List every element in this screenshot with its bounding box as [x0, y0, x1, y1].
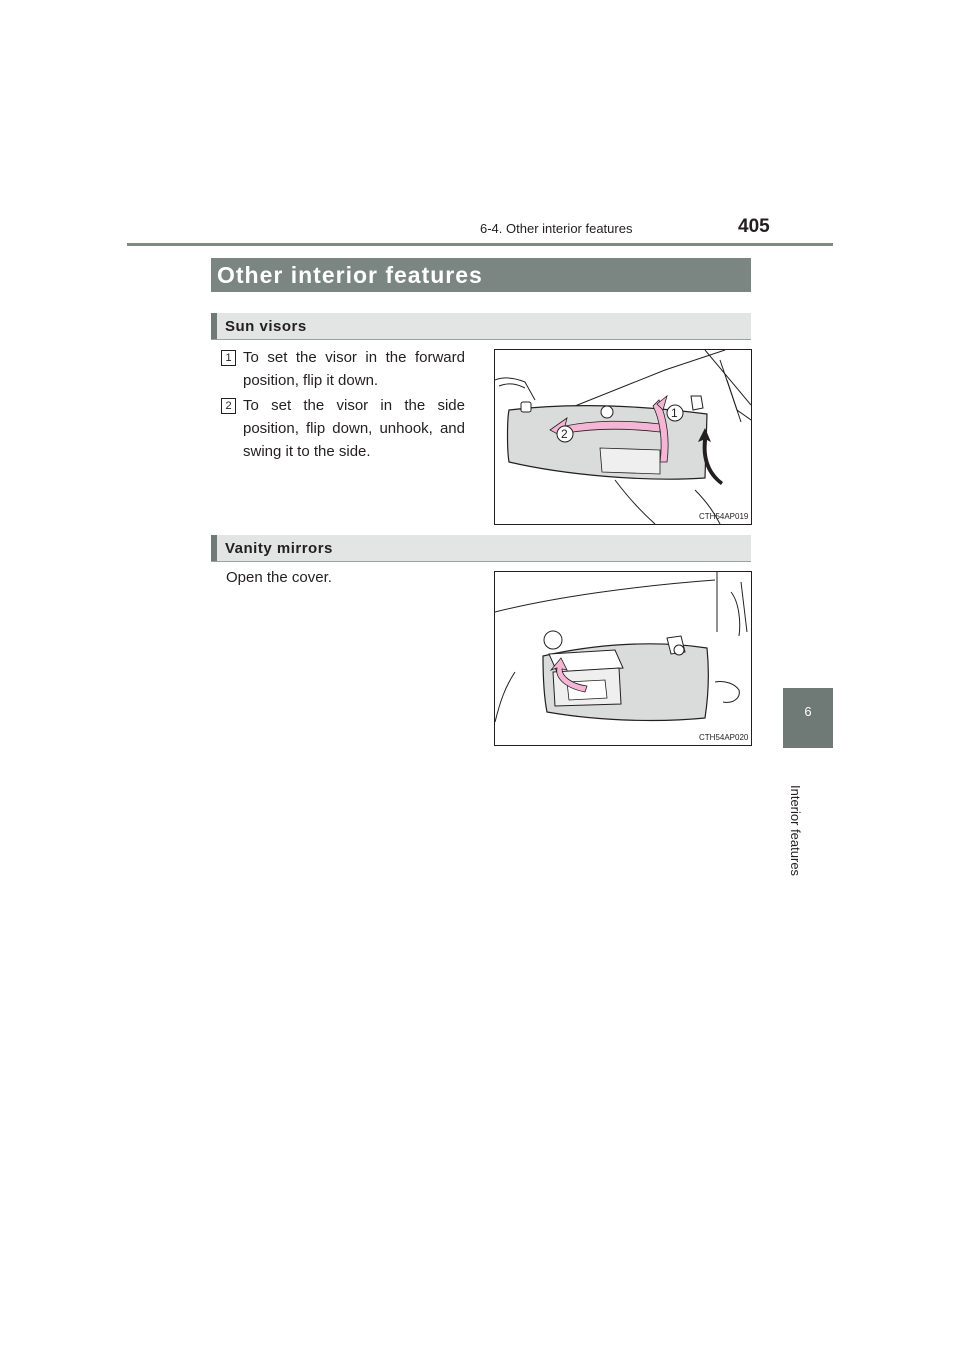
- page-number: 405: [738, 216, 770, 237]
- chapter-label-text: Interior features: [788, 785, 803, 877]
- vanity-instruction-text: Open the cover.: [226, 569, 332, 586]
- running-header-section: 6-4. Other interior features: [480, 221, 633, 236]
- section-rule: [211, 339, 751, 340]
- step-text-2: To set the visor in the side position, flip down, unhook, and swing it to the side.: [243, 397, 465, 460]
- step-text-1: To set the visor in the forward position, flip it down.: [243, 349, 465, 389]
- chapter-number: 6: [804, 704, 812, 719]
- section-header-sun-visors: [211, 313, 751, 339]
- figure-code: CTH54AP019: [699, 512, 749, 521]
- callout-2: 2: [561, 427, 568, 441]
- section-header-vanity-mirrors: [211, 535, 751, 561]
- vanity-mirror-illustration: [494, 571, 752, 746]
- section-rule: [211, 561, 751, 562]
- header-rule: [127, 243, 833, 246]
- sun-visor-illustration: [494, 349, 752, 525]
- sun-visor-drawing: [495, 350, 751, 524]
- step-number-1: 1: [221, 350, 236, 366]
- page-title: Other interior features: [217, 262, 483, 288]
- vanity-mirror-drawing: [495, 572, 751, 745]
- figure-code: CTH54AP020: [699, 733, 749, 742]
- section-title-vanity-mirrors: Vanity mirrors: [225, 540, 333, 557]
- step-number-2: 2: [221, 398, 236, 414]
- section-title-sun-visors: Sun visors: [225, 318, 307, 335]
- section-accent: [211, 313, 217, 339]
- section-accent: [211, 535, 217, 561]
- callout-1: 1: [671, 406, 678, 420]
- chapter-label: [785, 785, 805, 877]
